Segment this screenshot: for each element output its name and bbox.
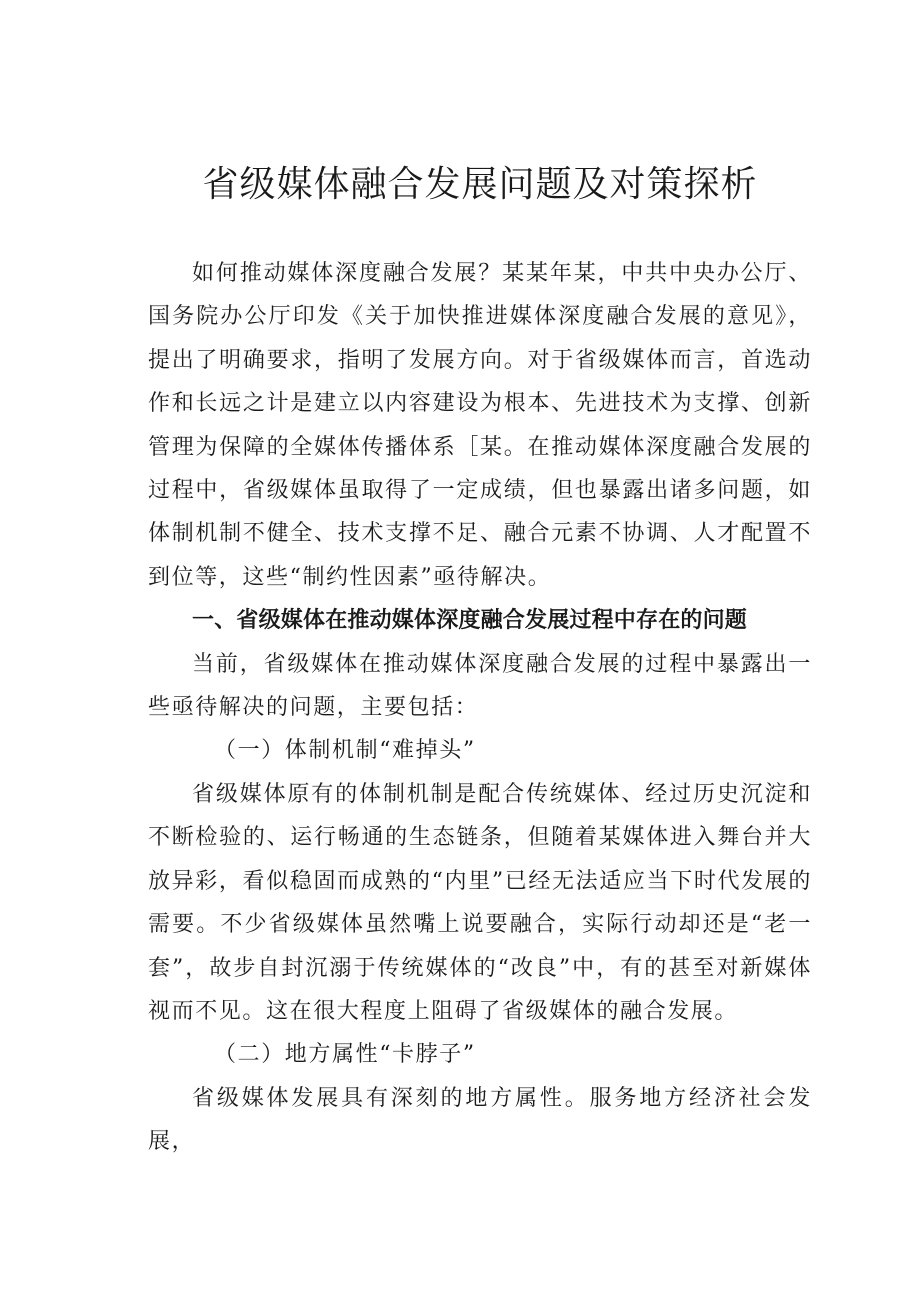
- document-body: [148, 252, 812, 1164]
- intro-paragraph: 如何推动媒体深度融合发展？某某年某，中共中央办公厅、国务院办公厅印发《关于加快推进媒体深度融合发展的意见》，提出了明确要求，指明了发展方向。对于省级媒体而言，首选动作和长远之计是建立以内容建设为根本、先进技术为支撑、创新管理为保障的全媒体传播体系［某。在推动媒体深度融合发展的过程中，省级媒体虽取得了一定成绩，但也暴露出诸多问题，如体制机制不健全、技术支撑不足、融合元素不协调、人才配置不到位等，这些“制约性因素”亟待解决。: [148, 261, 812, 590]
- subsection-1-heading: （一）体制机制“难掉头”: [214, 738, 476, 764]
- subsection-2-heading: （二）地方属性“卡脖子”: [214, 1042, 476, 1068]
- subsection-1-paragraph: 省级媒体原有的体制机制是配合传统媒体、经过历史沉淀和不断检验的、运行畅通的生态链条，但随着某媒体进入舞台并大放异彩，看似稳固而成熟的“内里”已经无法适应当下时代发展的需要。不少省级媒体虽然嘴上说要融合，实际行动却还是“老一套”，故步自封沉溺于传统媒体的“改良”中，有的甚至对新媒体视而不见。这在很大程度上阻碍了省级媒体的融合发展。: [148, 781, 812, 1024]
- subsection-2-paragraph: 省级媒体发展具有深刻的地方属性。服务地方经济社会发展，: [148, 1085, 812, 1155]
- section-1-intro-paragraph: 当前，省级媒体在推动媒体深度融合发展的过程中暴露出一些亟待解决的问题，主要包括：: [148, 651, 812, 721]
- section-1-heading: 一、省级媒体在推动媒体深度融合发展过程中存在的问题: [192, 608, 748, 634]
- document-title: 省级媒体融合发展问题及对策探析: [202, 164, 758, 205]
